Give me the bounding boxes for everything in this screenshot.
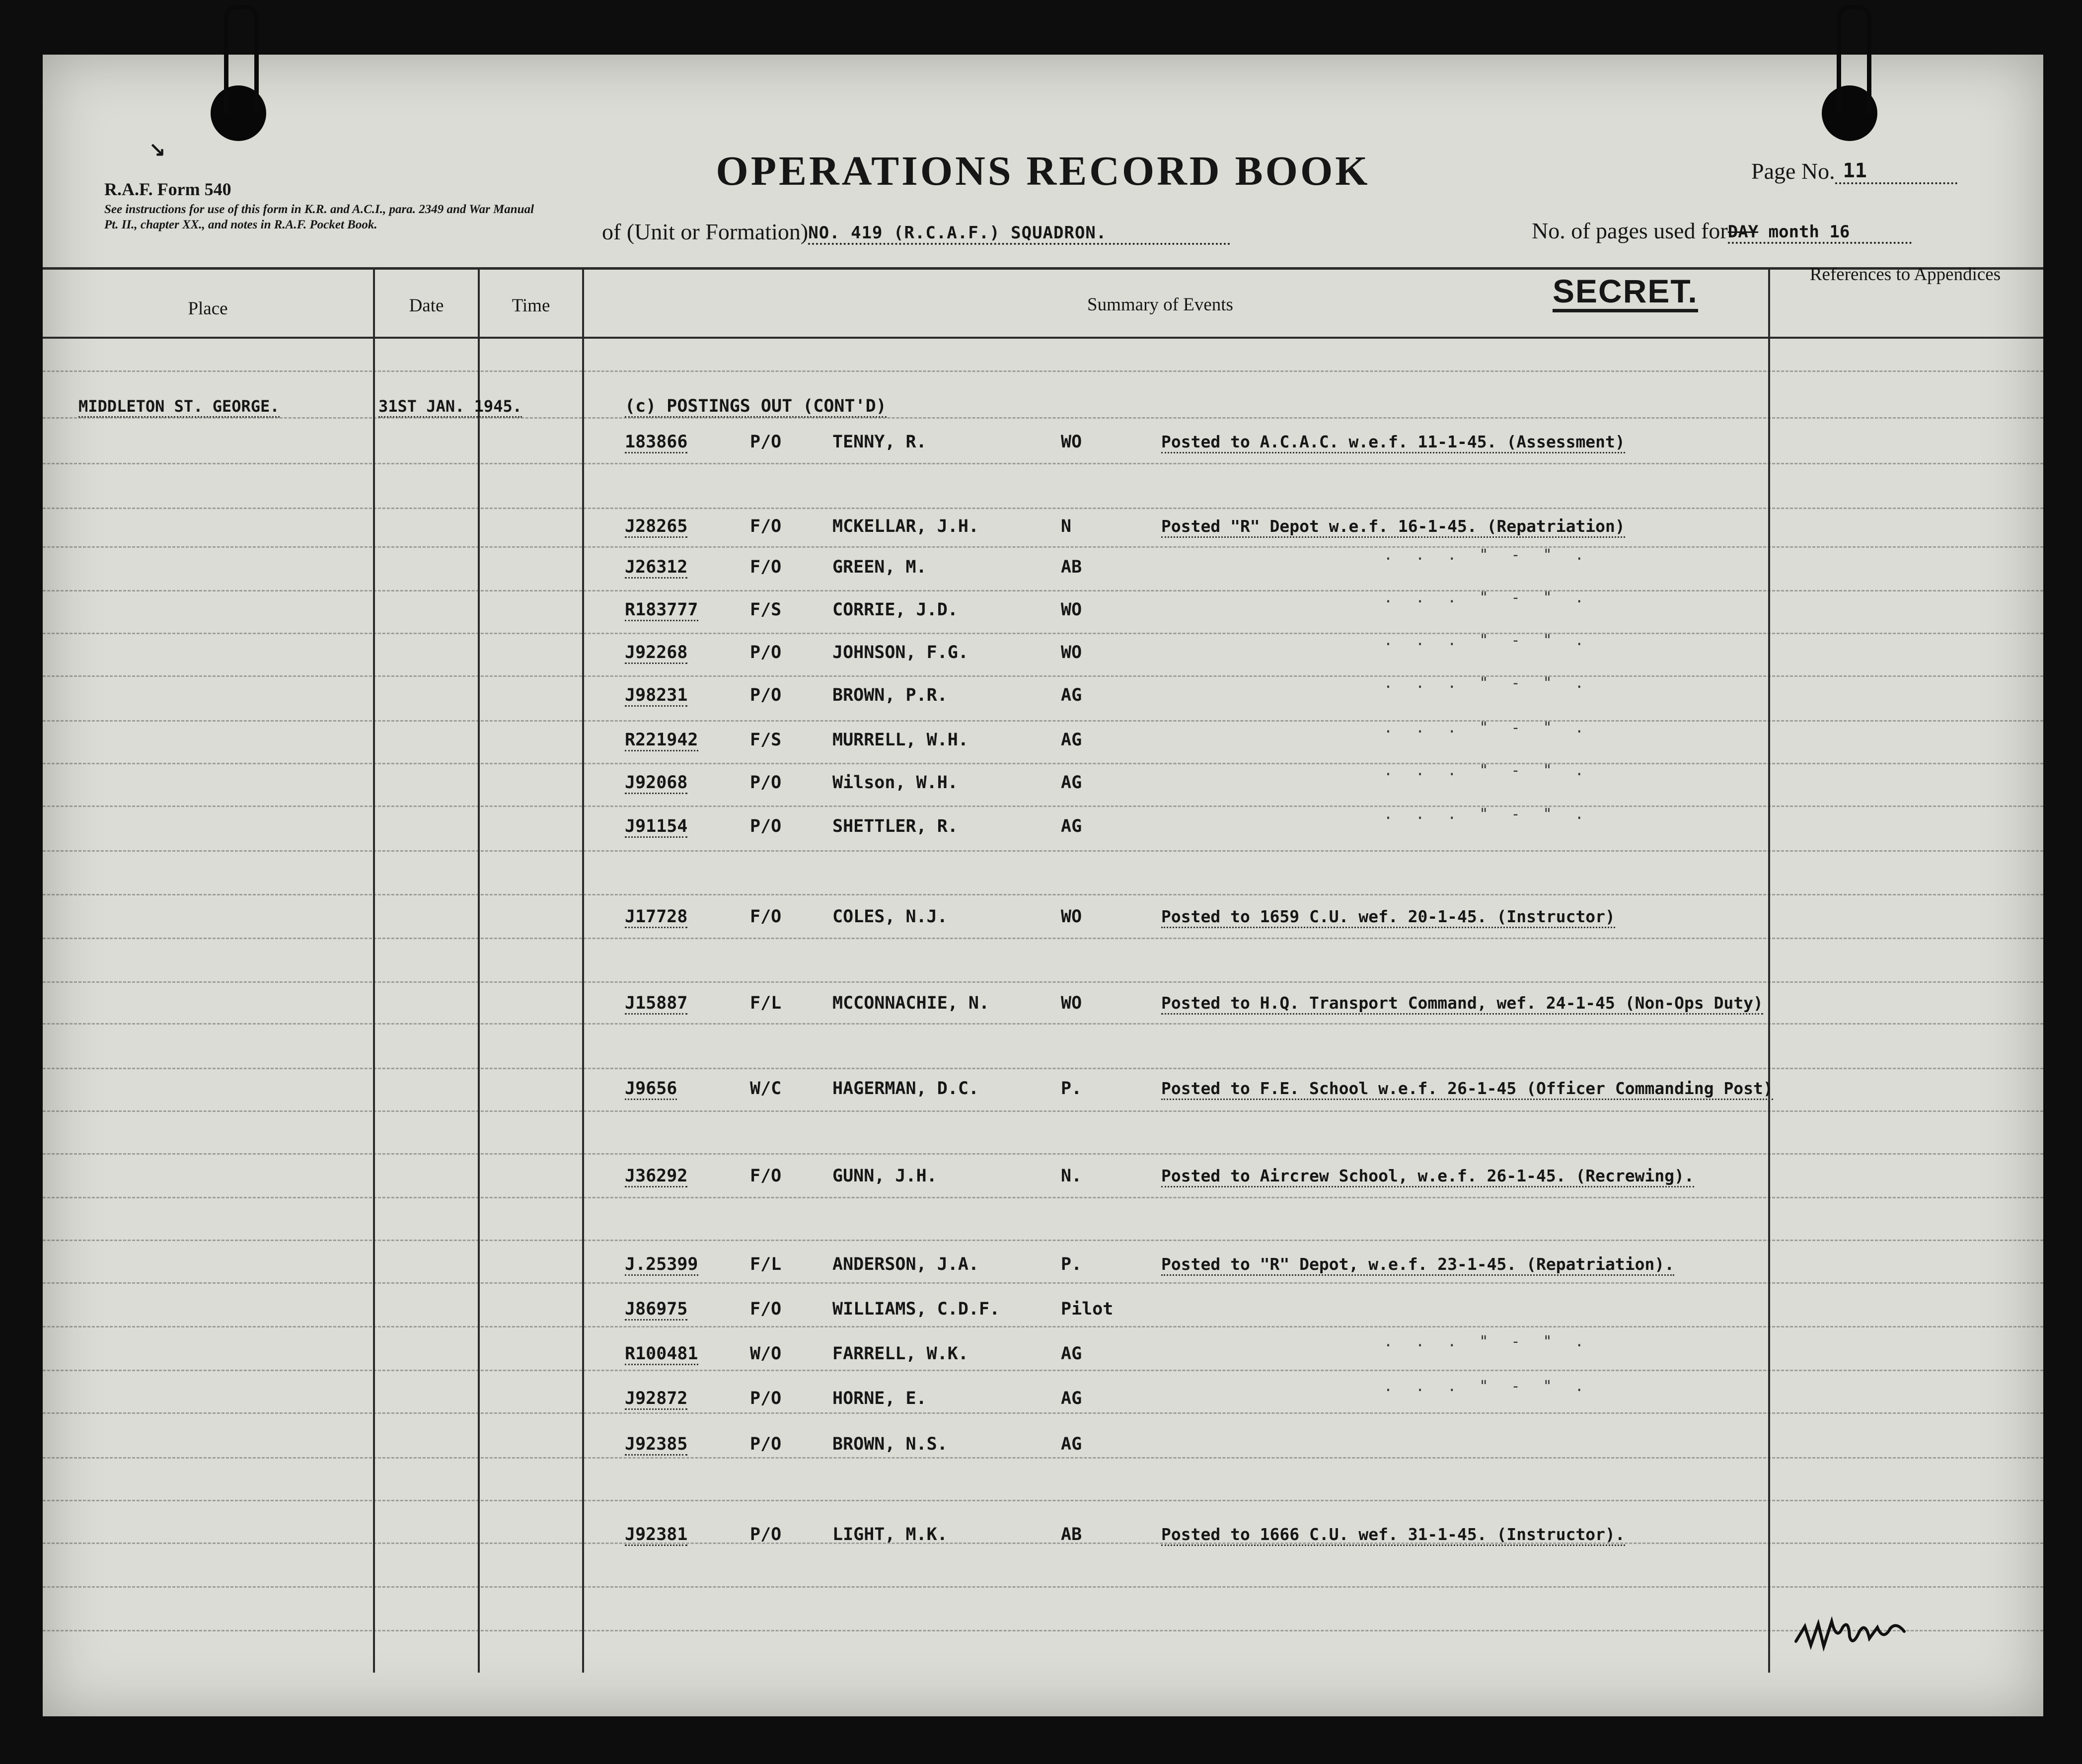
posting-rank: P/O <box>750 643 782 662</box>
col-divider-date <box>478 267 480 1673</box>
posting-trade: WO <box>1061 600 1082 620</box>
posting-trade: P. <box>1061 1254 1082 1274</box>
ditto-mark: . . . " - " . <box>1384 589 1591 606</box>
posting-remark: Posted to A.C.A.C. w.e.f. 11-1-45. (Assessment) <box>1161 432 1625 453</box>
signature-text: W.P. Pate <box>1791 1655 1796 1656</box>
ruled-line <box>43 1240 2043 1241</box>
posting-remark: Posted to 1659 C.U. wef. 20-1-45. (Instructor) <box>1161 907 1615 928</box>
posting-name: JOHNSON, F.G. <box>832 643 968 662</box>
ruled-line <box>43 370 2043 372</box>
ditto-mark: . . . " - " . <box>1384 719 1591 736</box>
ruled-line <box>43 938 2043 939</box>
ruled-line <box>43 417 2043 419</box>
posting-trade: WO <box>1061 432 1082 452</box>
ruled-line <box>43 1630 2043 1631</box>
posting-remark: Posted to Aircrew School, w.e.f. 26-1-45. (Recrewing). <box>1161 1166 1694 1187</box>
posting-rank: P/O <box>750 816 782 836</box>
posting-number: 183866 <box>625 432 687 453</box>
posting-number: J92068 <box>625 773 687 794</box>
col-header-place: Place <box>188 298 228 319</box>
binder-ring-left <box>224 5 259 114</box>
secret-stamp: SECRET. <box>1553 273 1698 312</box>
pages-used-label: No. of pages used for <box>1532 218 1728 243</box>
ruled-line <box>43 1586 2043 1588</box>
col-divider-time <box>582 267 584 1673</box>
ditto-mark: . . . " - " . <box>1384 806 1591 823</box>
posting-name: HORNE, E. <box>832 1389 927 1408</box>
posting-name: FARRELL, W.K. <box>832 1344 968 1364</box>
posting-number: R183777 <box>625 600 698 621</box>
posting-number: J17728 <box>625 907 687 928</box>
posting-remark: Posted "R" Depot w.e.f. 16-1-45. (Repatriation) <box>1161 516 1625 538</box>
posting-trade: Pilot <box>1061 1299 1114 1319</box>
ruled-line <box>43 1068 2043 1069</box>
ruled-line <box>43 1326 2043 1327</box>
posting-trade: AG <box>1061 1344 1082 1364</box>
ruled-line <box>43 981 2043 983</box>
posting-trade: AG <box>1061 816 1082 836</box>
unit-value: NO. 419 (R.C.A.F.) SQUADRON. <box>808 223 1230 245</box>
posting-name: CORRIE, J.D. <box>832 600 958 620</box>
posting-name: HAGERMAN, D.C. <box>832 1079 979 1099</box>
ruled-line <box>43 675 2043 677</box>
posting-name: GREEN, M. <box>832 557 927 577</box>
posting-number: J92872 <box>625 1389 687 1410</box>
posting-trade: N. <box>1061 1166 1082 1186</box>
col-header-summary: Summary of Events <box>1087 294 1233 315</box>
posting-remark: Posted to H.Q. Transport Command, wef. 24-1-45 (Non-Ops Duty) <box>1161 993 1763 1015</box>
col-header-time: Time <box>512 295 550 316</box>
unit-field <box>602 219 1230 245</box>
posting-name: SHETTLER, R. <box>832 816 958 836</box>
ruled-line <box>43 763 2043 764</box>
pages-used-month: month 16 <box>1768 222 1850 242</box>
ruled-line <box>43 1023 2043 1025</box>
posting-number: J92268 <box>625 643 687 664</box>
col-divider-summary <box>1768 267 1770 1673</box>
ruled-line <box>43 1543 2043 1544</box>
posting-number: J28265 <box>625 516 687 538</box>
posting-trade: WO <box>1061 907 1082 927</box>
ruled-line <box>43 1282 2043 1284</box>
posting-rank: F/O <box>750 907 782 927</box>
page-number-value: 11 <box>1835 159 1957 184</box>
posting-name: GUNN, J.H. <box>832 1166 937 1186</box>
ruled-line <box>43 1153 2043 1155</box>
pages-used-field <box>1532 218 1912 244</box>
posting-rank: P/O <box>750 773 782 793</box>
ruled-line <box>43 508 2043 509</box>
entry-date: 31ST JAN. 1945. <box>378 396 522 418</box>
posting-name: MCKELLAR, J.H. <box>832 516 979 536</box>
posting-number: J9656 <box>625 1079 677 1100</box>
posting-number: J86975 <box>625 1299 687 1321</box>
ruled-line <box>43 1412 2043 1414</box>
ruled-line <box>43 850 2043 852</box>
posting-trade: AB <box>1061 1525 1082 1544</box>
posting-name: COLES, N.J. <box>832 907 948 927</box>
page-number-field <box>1751 158 1957 184</box>
ruled-line <box>43 720 2043 722</box>
ruled-line <box>43 590 2043 591</box>
entry-heading: (c) POSTINGS OUT (CONT'D) <box>625 396 887 418</box>
ruled-line <box>43 546 2043 548</box>
posting-number: J36292 <box>625 1166 687 1187</box>
posting-rank: F/O <box>750 516 782 536</box>
posting-number: R100481 <box>625 1344 698 1365</box>
page-title: OPERATIONS RECORD BOOK <box>716 148 1370 194</box>
posting-rank: F/L <box>750 993 782 1013</box>
form-title: R.A.F. Form 540 <box>104 179 231 199</box>
ditto-mark: . . . " - " . <box>1384 546 1591 564</box>
ruled-line <box>43 894 2043 895</box>
ruled-line <box>43 806 2043 807</box>
ruled-line <box>43 1370 2043 1371</box>
posting-name: BROWN, P.R. <box>832 685 948 705</box>
posting-trade: WO <box>1061 643 1082 662</box>
posting-number: J91154 <box>625 816 687 838</box>
posting-rank: P/O <box>750 685 782 705</box>
posting-rank: W/O <box>750 1344 782 1364</box>
ruled-line <box>43 1110 2043 1112</box>
entry-place: MIDDLETON ST. GEORGE. <box>78 396 280 418</box>
posting-remark: Posted to "R" Depot, w.e.f. 23-1-45. (Repatriation). <box>1161 1254 1674 1276</box>
posting-rank: F/L <box>750 1254 782 1274</box>
table-top-border <box>43 267 2043 270</box>
ditto-mark: . . . " - " . <box>1384 1378 1591 1395</box>
posting-remark: Posted to F.E. School w.e.f. 26-1-45 (Officer Commanding Post) <box>1161 1079 1773 1100</box>
posting-name: MURRELL, W.H. <box>832 730 968 750</box>
posting-name: ANDERSON, J.A. <box>832 1254 979 1274</box>
ruled-line <box>43 1500 2043 1501</box>
pages-used-struck: DAY <box>1727 222 1759 242</box>
posting-rank: F/S <box>750 730 782 750</box>
form-notes: See instructions for use of this form in K.R. and A.C.I., para. 2349 and War Manual Pt. II., chapter XX., and notes in R.A.F. Pocket Book. <box>104 203 534 231</box>
posting-trade: AG <box>1061 1434 1082 1454</box>
posting-trade: AG <box>1061 1389 1082 1408</box>
pages-used-value <box>1728 222 1912 244</box>
posting-name: WILLIAMS, C.D.F. <box>832 1299 1000 1319</box>
posting-rank: P/O <box>750 1525 782 1544</box>
posting-trade: P. <box>1061 1079 1082 1099</box>
posting-name: BROWN, N.S. <box>832 1434 948 1454</box>
col-header-references: References to Appendices <box>1809 264 2001 285</box>
posting-remark: Posted to 1666 C.U. wef. 31-1-45. (Instructor). <box>1161 1525 1625 1546</box>
unit-label: of (Unit or Formation) <box>602 219 809 244</box>
posting-rank: F/O <box>750 1299 782 1319</box>
ditto-mark: . . . " - " . <box>1384 762 1591 779</box>
col-divider-place <box>373 267 375 1673</box>
binder-ring-right <box>1837 5 1871 114</box>
posting-rank: F/O <box>750 557 782 577</box>
ruled-line <box>43 633 2043 634</box>
posting-rank: F/S <box>750 600 782 620</box>
posting-name: MCCONNACHIE, N. <box>832 993 990 1013</box>
record-sheet <box>43 55 2043 1716</box>
ruled-line <box>43 1457 2043 1459</box>
posting-rank: P/O <box>750 1389 782 1408</box>
posting-rank: P/O <box>750 432 782 452</box>
ruled-line <box>43 1197 2043 1198</box>
posting-number: J.25399 <box>625 1254 698 1276</box>
posting-number: J92381 <box>625 1525 687 1546</box>
ditto-mark: . . . " - " . <box>1384 674 1591 692</box>
posting-number: R221942 <box>625 730 698 751</box>
posting-trade: N <box>1061 516 1072 536</box>
posting-number: J92385 <box>625 1434 687 1456</box>
posting-name: LIGHT, M.K. <box>832 1525 948 1544</box>
tick-mark: ↘ <box>149 139 166 160</box>
header-bottom-border <box>43 337 2043 339</box>
posting-trade: AB <box>1061 557 1082 577</box>
posting-rank: F/O <box>750 1166 782 1186</box>
posting-trade: AG <box>1061 685 1082 705</box>
posting-rank: W/C <box>750 1079 782 1099</box>
ditto-mark: . . . " - " . <box>1384 1333 1591 1350</box>
ruled-line <box>43 463 2043 464</box>
posting-trade: WO <box>1061 993 1082 1013</box>
posting-trade: AG <box>1061 773 1082 793</box>
posting-name: Wilson, W.H. <box>832 773 958 793</box>
posting-name: TENNY, R. <box>832 432 927 452</box>
posting-number: J98231 <box>625 685 687 707</box>
posting-rank: P/O <box>750 1434 782 1454</box>
ditto-mark: . . . " - " . <box>1384 632 1591 649</box>
posting-number: J15887 <box>625 993 687 1015</box>
posting-trade: AG <box>1061 730 1082 750</box>
posting-number: J26312 <box>625 557 687 579</box>
signature-mark <box>1791 1607 1910 1656</box>
page-number-label: Page No. <box>1751 158 1835 184</box>
col-header-date: Date <box>409 295 444 316</box>
